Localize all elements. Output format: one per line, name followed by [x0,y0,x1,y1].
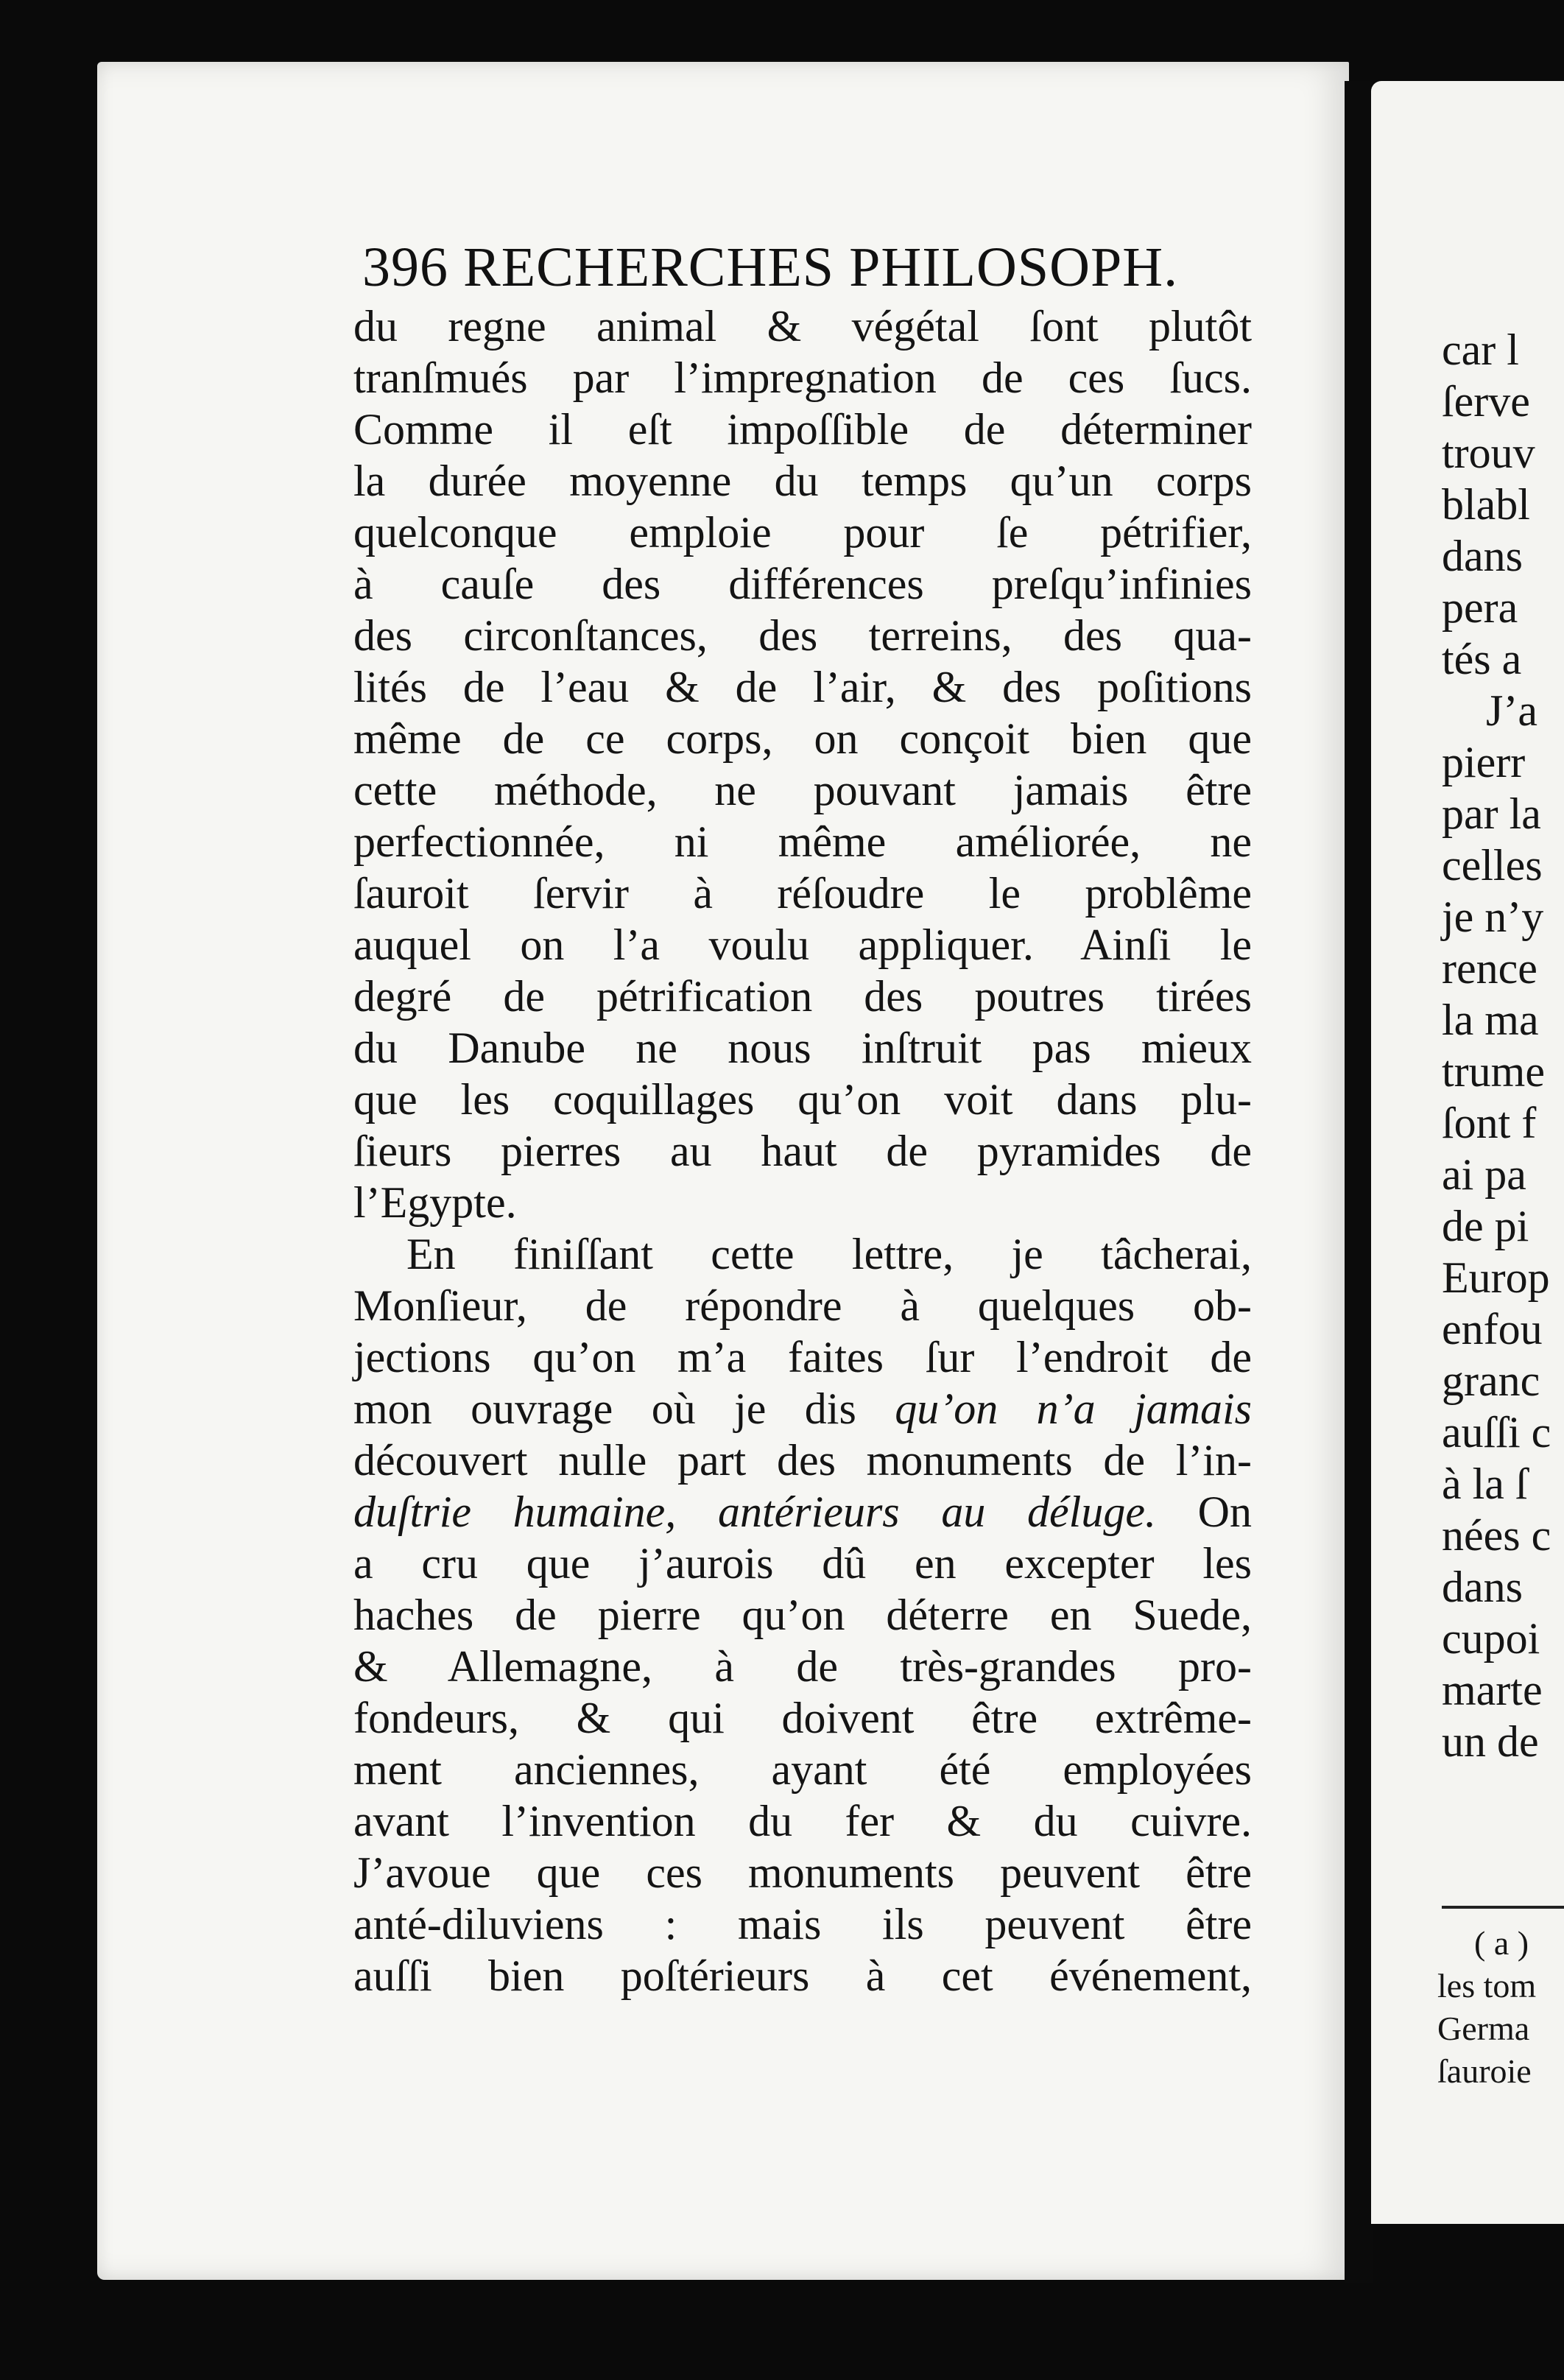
adjacent-text-line: granc [1442,1356,1540,1405]
adjacent-text-line: par la [1442,789,1541,838]
adjacent-text-line: pera [1442,583,1518,632]
page-number: 396 [362,236,448,298]
text-line: ſauroit ſervir à réſoudre le problême [353,869,1252,918]
adjacent-text-line: cupoi [1442,1614,1540,1663]
adjacent-text-line: la ma [1442,996,1539,1044]
adjacent-text-line: dans [1442,1563,1523,1611]
text-line: haches de pierre qu’on déterre en Suede, [353,1591,1252,1639]
adjacent-text-line: auſſi c [1442,1408,1551,1457]
adjacent-text-line: un de [1442,1717,1539,1766]
text-line: fondeurs, & qui doivent être extrême- [353,1694,1252,1742]
text-segment: mon ouvrage où je dis [353,1384,856,1433]
text-line: du regne animal & végétal ſont plutôt [353,302,1252,351]
text-line: la durée moyenne du temps qu’un corps [353,457,1252,505]
footnote-line: ſauroie [1437,2052,1532,2090]
text-line: J’avoue que ces monuments peuvent être [353,1848,1252,1897]
adjacent-text-line: dans [1442,532,1523,580]
text-line-mixed [353,1383,1252,1434]
adjacent-text-line: nées c [1442,1511,1551,1560]
text-line: auquel on l’a voulu appliquer. Ainſi le [353,920,1252,969]
adjacent-text-line: ſont f [1442,1099,1537,1147]
adjacent-text-line: rence [1442,944,1537,993]
adjacent-text-line: trume [1442,1047,1545,1096]
footnote-line: ( a ) [1474,1924,1529,1962]
adjacent-text-line: ai pa [1442,1150,1526,1199]
text-line: du Danube ne nous inſtruit pas mieux [353,1024,1252,1072]
italic-quote: duſtrie humaine, antérieurs au déluge. [353,1488,1156,1536]
footnote-rule [1442,1906,1564,1909]
text-line: En finiſſant cette lettre, je tâcherai, [406,1230,1252,1278]
running-title: RECHERCHES PHILOSOPH. [463,236,1179,298]
adjacent-text-line: tés a [1442,635,1522,683]
footnote-line: Germa [1437,2010,1530,2047]
adjacent-text-line: de pi [1442,1202,1529,1250]
text-line: Monſieur, de répondre à quelques ob- [353,1281,1252,1330]
text-line: même de ce corps, on conçoit bien que [353,714,1252,763]
text-line-mixed [353,1486,1252,1538]
text-line: cette méthode, ne pouvant jamais être [353,766,1252,814]
text-line: degré de pétrification des poutres tirées [353,972,1252,1021]
adjacent-footnotes [1437,1922,1536,2093]
text-line: Comme il eſt impoſſible de déterminer [353,405,1252,454]
text-segment: On [1197,1488,1253,1536]
text-line: anté-diluviens : mais ils peuvent être [353,1900,1252,1948]
adjacent-text-line: ſerve [1442,377,1530,426]
text-line: des circonſtances, des terreins, des qua- [353,611,1252,660]
text-line: tranſmués par l’impregnation de ces ſucs. [353,353,1252,402]
text-line: perfectionnée, ni même améliorée, ne [353,817,1252,866]
text-line: ſieurs pierres au haut de pyramides de [353,1127,1252,1175]
running-header [362,234,1268,300]
italic-quote: qu’on n’a jamais [895,1384,1253,1433]
italic-quote-line: découvert nulle part des monuments de l’in- [353,1436,1252,1485]
adjacent-page [1371,81,1564,2224]
text-line: jections qu’on m’a faites ſur l’endroit de [353,1333,1252,1381]
adjacent-text-line: enfou [1442,1305,1543,1353]
adjacent-page-text [1442,324,1551,1767]
text-line: que les coquillages qu’on voit dans plu- [353,1075,1252,1124]
adjacent-text-line: trouv [1442,429,1535,477]
adjacent-text-line: à la ſ [1442,1460,1528,1508]
adjacent-text-line: je n’y [1442,892,1544,941]
text-line: & Allemagne, à de très-grandes pro- [353,1642,1252,1691]
adjacent-text-line: Europ [1442,1253,1550,1302]
text-line: avant l’invention du fer & du cuivre. [353,1797,1252,1845]
book-gutter [1345,81,1373,2283]
text-line: lités de l’eau & de l’air, & des poſitions [353,663,1252,711]
main-text-block [353,300,1252,2001]
text-line: a cru que j’aurois dû en excepter les [353,1539,1252,1588]
footnote-line: les tom [1437,1967,1537,2004]
adjacent-text-line: J’a [1486,686,1537,735]
text-line: l’Egypte. [353,1178,517,1227]
text-line: ment anciennes, ayant été employées [353,1745,1252,1794]
text-line: à cauſe des différences preſqu’infinies [353,560,1252,608]
text-line: quelconque emploie pour ſe pétrifier, [353,508,1252,557]
adjacent-text-line: celles [1442,841,1543,890]
text-line: auſſi bien poſtérieurs à cet événement, [353,1951,1252,2000]
adjacent-text-line: car l [1442,325,1519,374]
adjacent-text-line: blabl [1442,480,1530,529]
adjacent-text-line: pierr [1442,738,1526,786]
adjacent-text-line: marte [1442,1666,1543,1714]
